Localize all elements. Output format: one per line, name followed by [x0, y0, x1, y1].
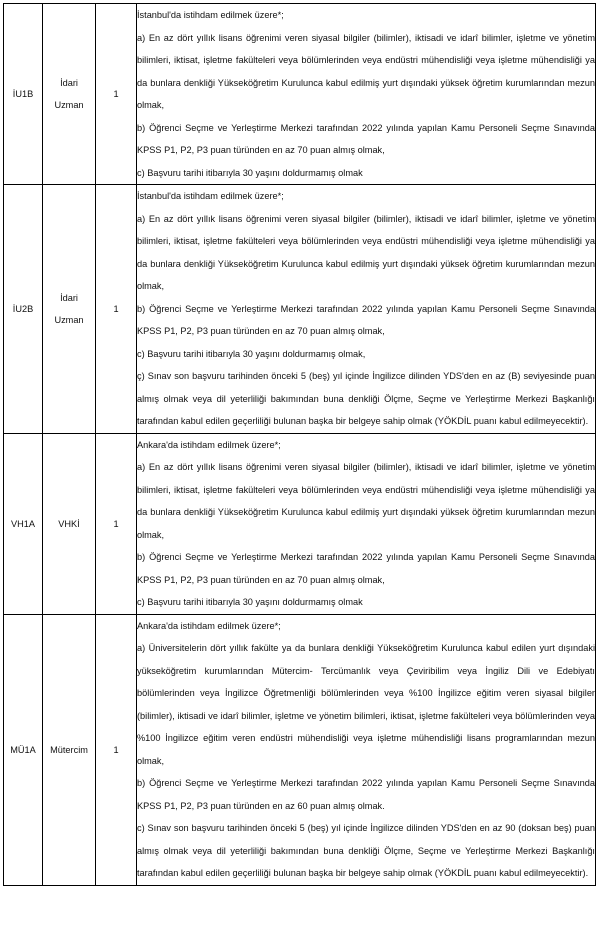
requirements-cell [137, 4, 596, 185]
requirements-cell [137, 433, 596, 614]
table-row [4, 185, 596, 434]
requirement-item: c) Sınav son başvuru tarihinden önceki 5 (beş) yıl içinde İngilizce dilinden YDS'den en az 90 (doksan beş) puan almış olmak veya dil yeterliliği bakımından buna denkliği Ölçme, Seçme ve Yerleştirme Merkezi Başkanlığı tarafından kabul edilen geçerliliği bulunan başka bir belgeye sahip olmak (YÖKDİL puanı kabul edilmeyecektir). [137, 823, 595, 878]
requirements-intro: İstanbul'da istihdam edilmek üzere*; [137, 191, 284, 201]
requirement-item: b) Öğrenci Seçme ve Yerleştirme Merkezi tarafından 2022 yılında yapılan Kamu Personeli Seçme Sınavında KPSS P1, P2, P3 puan türünden en az 70 puan almış olmak, [137, 552, 595, 585]
position-title [43, 185, 96, 434]
position-code: VH1A [4, 433, 43, 614]
position-title-line: Uzman [54, 314, 84, 325]
requirement-item: c) Başvuru tarihi itibarıyla 30 yaşını doldurmamış olmak [137, 597, 363, 607]
position-title-line: Mütercim [50, 744, 88, 755]
requirements-intro: Ankara'da istihdam edilmek üzere*; [137, 439, 281, 450]
position-count: 1 [96, 4, 137, 185]
position-count: 1 [96, 433, 137, 614]
requirement-item: b) Öğrenci Seçme ve Yerleştirme Merkezi tarafından 2022 yılında yapılan Kamu Personeli Seçme Sınavında KPSS P1, P2, P3 puan türünden en az 60 puan almış olmak. [137, 778, 595, 811]
table-row [4, 433, 596, 614]
requirement-item: a) En az dört yıllık lisans öğrenimi veren siyasal bilgiler (bilimler), iktisadi ve idarî bilimler, işletme ve yönetim bilimleri, iktisat, işletme fakülteleri veya bölümlerinden veya endüstri mühendisliği veya işletme mühendisliği ya da bunlara denkliği Yükseköğretim Kurulunca kabul edilmiş yurt dışındaki yüksek öğretim kurumlarından mezun olmak, [137, 462, 595, 540]
position-title [43, 614, 96, 885]
position-title-line: VHKİ [58, 518, 80, 529]
requirements-cell [137, 185, 596, 434]
table-row [4, 614, 596, 885]
requirement-item: c) Başvuru tarihi itibarıyla 30 yaşını doldurmamış olmak, [137, 348, 366, 359]
position-count: 1 [96, 614, 137, 885]
position-title [43, 4, 96, 185]
requirement-item: a) Üniversitelerin dört yıllık fakülte ya da bunlara denkliği Yükseköğretim Kurulunca kabul edilen yurt dışındaki yükseköğretim kurumlarından Mütercim- Tercümanlık veya Çeviribilim veya İngiliz Dili ve Edebiyatı bölümlerinden veya İngilizce Öğretmenliği bölümlerinden veya %100 İngilizce eğitim veren siyasal bilgiler (bilimler), iktisadi ve idarî bilimler, işletme ve yönetim bilimleri, iktisat, işletme fakülteleri veya bölümlerinden veya %100 İngilizce eğitim veren endüstri mühendisliği veya işletme mühendisliği lisans programlarından mezun olmak, [137, 643, 595, 766]
positions-table-body [4, 4, 596, 886]
position-title-line: Uzman [54, 100, 84, 110]
position-title [43, 433, 96, 614]
requirements-intro: İstanbul'da istihdam edilmek üzere*; [137, 10, 284, 20]
requirements-cell [137, 614, 596, 885]
positions-table [3, 3, 596, 886]
position-title-line: İdari [60, 292, 78, 303]
requirement-item: a) En az dört yıllık lisans öğrenimi veren siyasal bilgiler (bilimler), iktisadi ve idarî bilimler, işletme ve yönetim bilimleri, iktisat, işletme fakülteleri veya bölümlerinden veya endüstri mühendisliği veya işletme mühendisliği ya da bunlara denkliği Yükseköğretim Kurulunca kabul edilmiş yurt dışındaki yüksek öğretim kurumlarından mezun olmak, [137, 213, 595, 291]
requirement-item: b) Öğrenci Seçme ve Yerleştirme Merkezi tarafından 2022 yılında yapılan Kamu Personeli Seçme Sınavında KPSS P1, P2, P3 puan türünden en az 70 puan almış olmak, [137, 303, 595, 336]
position-code: İU2B [4, 185, 43, 434]
position-code: MÜ1A [4, 614, 43, 885]
requirement-item: a) En az dört yıllık lisans öğrenimi veren siyasal bilgiler (bilimler), iktisadi ve idarî bilimler, işletme ve yönetim bilimleri, iktisat, işletme fakülteleri veya bölümlerinden veya endüstri mühendisliği veya işletme mühendisliği ya da bunlara denkliği Yükseköğretim Kurulunca kabul edilmiş yurt dışındaki yüksek öğretim kurumlarından mezun olmak, [137, 32, 595, 110]
table-row [4, 4, 596, 185]
requirement-item: c) Başvuru tarihi itibarıyla 30 yaşını doldurmamış olmak [137, 167, 363, 178]
requirement-item: ç) Sınav son başvuru tarihinden önceki 5 (beş) yıl içinde İngilizce dilinden YDS'den en az (B) seviyesinde puan almış olmak veya dil yeterliliği bakımından buna denkliği Ölçme, Seçme ve Yerleştirme Merkezi Başkanlığı tarafından kabul edilen geçerliliği bulunan başka bir belgeye sahip olmak (YÖKDİL puanı kabul edilmeyecektir). [137, 371, 595, 426]
position-code: İU1B [4, 4, 43, 185]
requirement-item: b) Öğrenci Seçme ve Yerleştirme Merkezi tarafından 2022 yılında yapılan Kamu Personeli Seçme Sınavında KPSS P1, P2, P3 puan türünden en az 70 puan almış olmak, [137, 122, 595, 155]
position-title-line: İdari [60, 78, 78, 88]
requirements-intro: Ankara'da istihdam edilmek üzere*; [137, 620, 281, 631]
position-count: 1 [96, 185, 137, 434]
